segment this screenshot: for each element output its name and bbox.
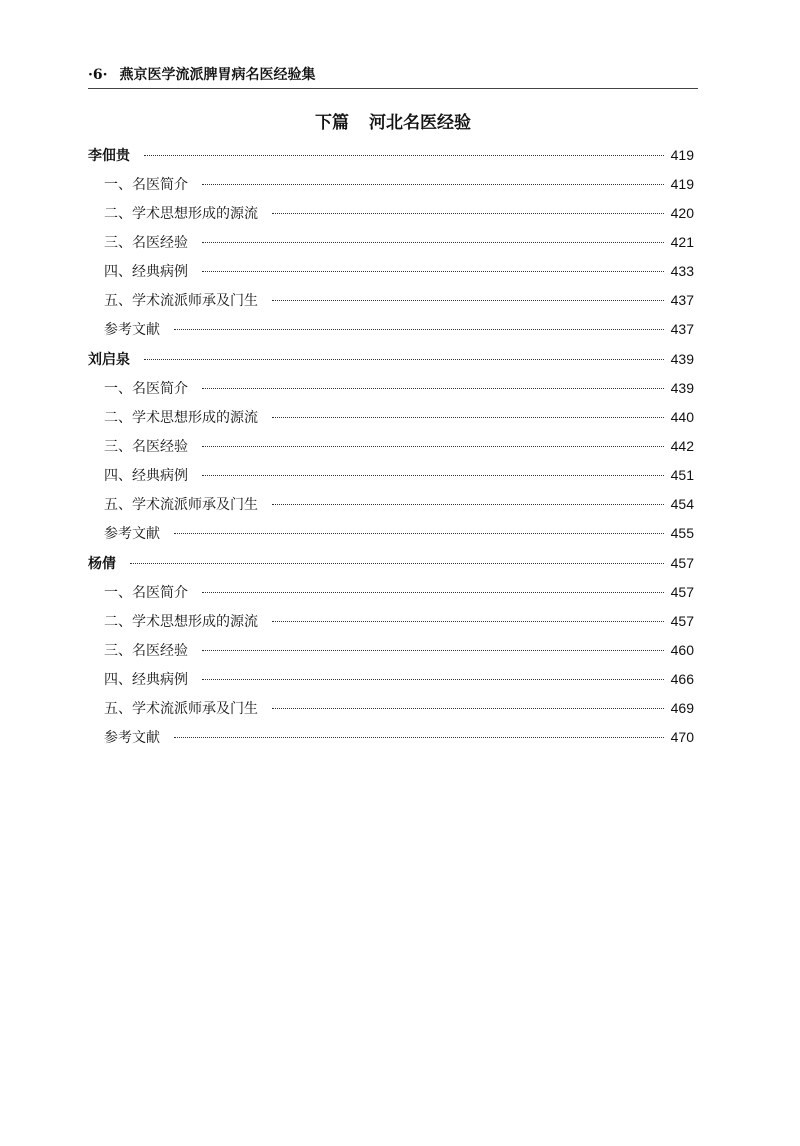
dot-leader (202, 184, 664, 185)
toc-author-row[interactable] (88, 140, 694, 170)
toc-author-label: 李佃贵 (88, 148, 130, 164)
toc-entry-row[interactable] (88, 228, 694, 257)
dot-leader (272, 621, 664, 622)
section-title (88, 110, 698, 136)
toc-entry-label: 参考文献 (104, 730, 160, 746)
dot-leader (144, 359, 664, 360)
toc-entry-row[interactable] (88, 723, 694, 752)
toc-entry-page-number: 466 (670, 671, 694, 687)
dot-leader (272, 504, 664, 505)
toc-entry-label: 一、名医简介 (104, 177, 188, 193)
toc-entry-page-number: 433 (670, 263, 694, 279)
toc-entry-row[interactable] (88, 490, 694, 519)
toc-entry-label: 三、名医经验 (104, 235, 188, 251)
dot-leader (202, 475, 664, 476)
table-of-contents (88, 140, 694, 752)
toc-entry-page-number: 440 (670, 409, 694, 425)
toc-entry-label: 一、名医简介 (104, 585, 188, 601)
dot-leader (202, 650, 664, 651)
toc-entry-label: 四、经典病例 (104, 468, 188, 484)
toc-entry-row[interactable] (88, 170, 694, 199)
toc-entry-label: 二、学术思想形成的源流 (104, 206, 258, 222)
dot-leader (174, 737, 664, 738)
toc-entry-page-number: 455 (670, 525, 694, 541)
toc-entry-row[interactable] (88, 519, 694, 548)
dot-leader (202, 446, 664, 447)
toc-entry-row[interactable] (88, 694, 694, 723)
toc-entry-label: 四、经典病例 (104, 672, 188, 688)
toc-entry-row[interactable] (88, 636, 694, 665)
toc-entry-page-number: 470 (670, 729, 694, 745)
toc-entry-page-number: 420 (670, 205, 694, 221)
dot-leader (144, 155, 664, 156)
toc-entry-row[interactable] (88, 199, 694, 228)
toc-entry-page-number: 457 (670, 584, 694, 600)
toc-entry-page-number: 421 (670, 234, 694, 250)
section-part: 下篇 (315, 113, 349, 133)
dot-leader (272, 213, 664, 214)
toc-entry-row[interactable] (88, 257, 694, 286)
dot-leader (202, 679, 664, 680)
dot-leader (202, 388, 664, 389)
dot-leader (202, 242, 664, 243)
toc-entry-page-number: 439 (670, 380, 694, 396)
dot-leader (174, 533, 664, 534)
dot-leader (202, 592, 664, 593)
toc-entry-page-number: 460 (670, 642, 694, 658)
toc-author-page-number: 457 (670, 555, 694, 571)
toc-entry-page-number: 451 (670, 467, 694, 483)
toc-author-label: 刘启泉 (88, 352, 130, 368)
dot-leader (272, 708, 664, 709)
dot-leader (272, 300, 664, 301)
toc-entry-page-number: 457 (670, 613, 694, 629)
toc-entry-label: 三、名医经验 (104, 643, 188, 659)
toc-entry-label: 三、名医经验 (104, 439, 188, 455)
toc-author-page-number: 439 (670, 351, 694, 367)
dot-leader (272, 417, 664, 418)
page-header (88, 62, 698, 89)
toc-author-page-number: 419 (670, 147, 694, 163)
toc-entry-page-number: 469 (670, 700, 694, 716)
toc-entry-label: 五、学术流派师承及门生 (104, 701, 258, 717)
toc-entry-row[interactable] (88, 286, 694, 315)
toc-entry-row[interactable] (88, 578, 694, 607)
toc-author-label: 杨倩 (88, 556, 116, 572)
toc-entry-row[interactable] (88, 374, 694, 403)
toc-entry-row[interactable] (88, 461, 694, 490)
toc-entry-page-number: 442 (670, 438, 694, 454)
toc-entry-label: 二、学术思想形成的源流 (104, 614, 258, 630)
toc-entry-label: 二、学术思想形成的源流 (104, 410, 258, 426)
toc-entry-label: 一、名医简介 (104, 381, 188, 397)
toc-entry-row[interactable] (88, 432, 694, 461)
toc-entry-label: 五、学术流派师承及门生 (104, 497, 258, 513)
toc-entry-row[interactable] (88, 403, 694, 432)
toc-entry-label: 四、经典病例 (104, 264, 188, 280)
toc-entry-page-number: 454 (670, 496, 694, 512)
dot-leader (130, 563, 664, 564)
dot-leader (174, 329, 664, 330)
toc-entry-label: 参考文献 (104, 322, 160, 338)
toc-entry-page-number: 419 (670, 176, 694, 192)
toc-entry-row[interactable] (88, 607, 694, 636)
toc-entry-row[interactable] (88, 665, 694, 694)
toc-author-row[interactable] (88, 344, 694, 374)
toc-entry-page-number: 437 (670, 321, 694, 337)
book-title: 燕京医学流派脾胃病名医经验集 (119, 67, 316, 83)
toc-author-row[interactable] (88, 548, 694, 578)
toc-entry-label: 五、学术流派师承及门生 (104, 293, 258, 309)
toc-entry-row[interactable] (88, 315, 694, 344)
dot-leader (202, 271, 664, 272)
toc-entry-page-number: 437 (670, 292, 694, 308)
toc-entry-label: 参考文献 (104, 526, 160, 542)
page-number: ·6· (88, 67, 108, 83)
section-heading: 河北名医经验 (369, 113, 471, 133)
